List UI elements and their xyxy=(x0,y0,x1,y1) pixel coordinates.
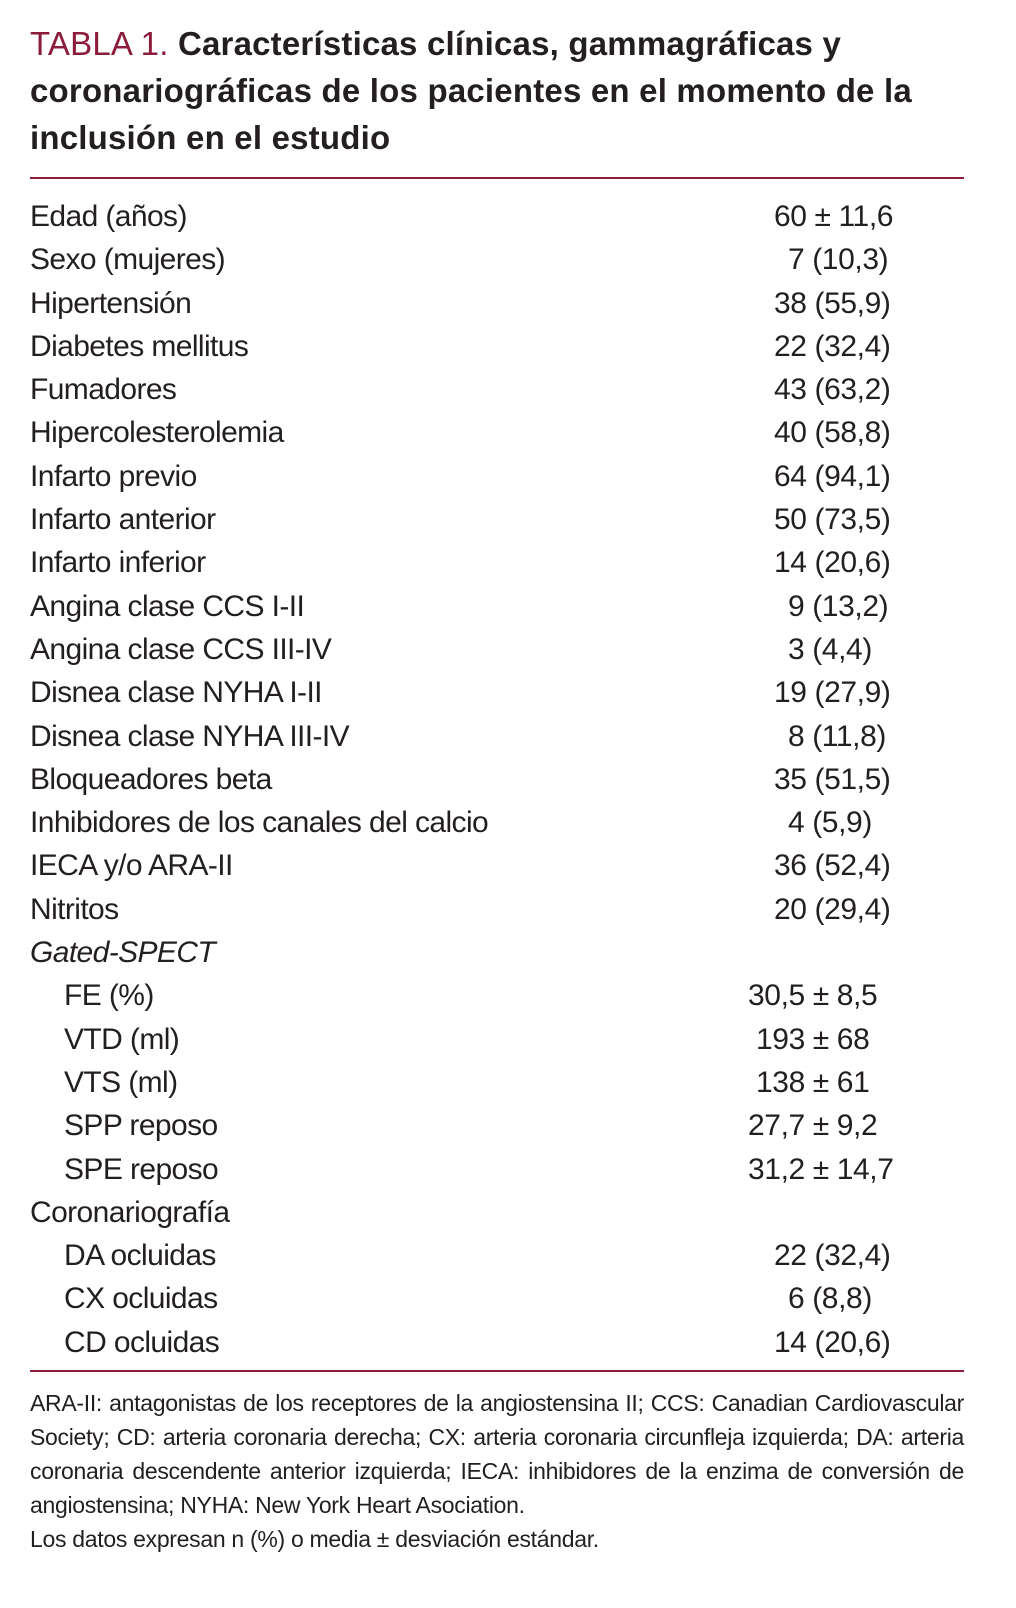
row-label: Bloqueadores beta xyxy=(30,762,272,796)
row-value: 50 (73,5) xyxy=(774,503,891,537)
table-row xyxy=(30,844,986,887)
table-row xyxy=(30,1234,986,1277)
table-row xyxy=(30,1148,986,1191)
row-label: Infarto inferior xyxy=(30,546,206,580)
abbreviations-footnote: ARA-II: antagonistas de los receptores de la angiostensina II; CCS: Canadian Cardiovascular Society; CD: arteria coronaria derecha; CX: arteria coronaria circunfleja izquierda; DA: arteria coronaria descendente anterior izquierda; IECA: inhibidores de la enzima de conversión de angiostensina; NYHA: New York Heart Asociation. xyxy=(30,1390,964,1519)
row-value: 35 (51,5) xyxy=(774,762,891,796)
table-title xyxy=(30,20,986,161)
row-label: Disnea clase NYHA III-IV xyxy=(30,719,350,753)
row-value: 4 (5,9) xyxy=(788,806,872,840)
table-row xyxy=(30,628,986,671)
row-label: IECA y/o ARA-II xyxy=(30,849,233,883)
table-row xyxy=(30,974,986,1017)
table-number-label: TABLA 1. xyxy=(30,25,169,62)
row-label: DA ocluidas xyxy=(64,1239,216,1273)
table-row xyxy=(30,282,986,325)
row-value: 22 (32,4) xyxy=(774,329,891,363)
row-value: 14 (20,6) xyxy=(774,1325,891,1359)
row-value: 30,5 ± 8,5 xyxy=(748,979,878,1013)
row-value: 60 ± 11,6 xyxy=(774,200,894,233)
table-row xyxy=(30,671,986,714)
table-row xyxy=(30,888,986,931)
row-label: VTD (ml) xyxy=(64,1022,180,1056)
table-heading: Características clínicas, gammagráficas y coronariográficas de los pacientes en el momento de la inclusión en el estudio xyxy=(30,25,912,156)
row-value: 9 (13,2) xyxy=(788,589,889,623)
table-row xyxy=(30,238,986,281)
row-value: 40 (58,8) xyxy=(774,416,891,450)
section-label: Gated-SPECT xyxy=(30,936,216,970)
row-label: CD ocluidas xyxy=(64,1325,220,1359)
row-label: CX ocluidas xyxy=(64,1282,218,1316)
row-value: 27,7 ± 9,2 xyxy=(748,1109,878,1143)
table-body xyxy=(30,195,986,1364)
row-value: 36 (52,4) xyxy=(774,849,891,883)
table-footnotes xyxy=(30,1386,964,1556)
table-row xyxy=(30,195,986,238)
row-value: 19 (27,9) xyxy=(774,676,891,710)
table-row xyxy=(30,455,986,498)
row-label: Fumadores xyxy=(30,373,177,407)
row-label: Infarto previo xyxy=(30,459,197,493)
section-header-coronariografia xyxy=(30,1191,986,1234)
row-value: 8 (11,8) xyxy=(788,719,886,753)
row-label: SPE reposo xyxy=(64,1152,219,1186)
row-value: 31,2 ± 14,7 xyxy=(748,1152,894,1186)
table-row xyxy=(30,585,986,628)
section-label: Coronariografía xyxy=(30,1195,230,1229)
data-expression-note: Los datos expresan n (%) o media ± desviación estándar. xyxy=(30,1526,599,1553)
row-value: 38 (55,9) xyxy=(774,286,891,320)
table-row xyxy=(30,801,986,844)
row-label: Inhibidores de los canales del calcio xyxy=(30,806,489,840)
row-label: Disnea clase NYHA I-II xyxy=(30,676,322,710)
table-row xyxy=(30,1277,986,1320)
table-row xyxy=(30,1018,986,1061)
row-value: 14 (20,6) xyxy=(774,546,891,580)
table-row xyxy=(30,1104,986,1147)
table-row xyxy=(30,498,986,541)
row-label: Hipercolesterolemia xyxy=(30,416,284,450)
row-value: 22 (32,4) xyxy=(774,1239,891,1273)
bottom-divider xyxy=(30,1370,964,1372)
row-label: Edad (años) xyxy=(30,200,187,233)
row-label: Angina clase CCS III-IV xyxy=(30,632,332,666)
table-row xyxy=(30,411,986,454)
row-label: SPP reposo xyxy=(64,1109,218,1143)
row-value: 7 (10,3) xyxy=(788,243,889,277)
row-value: 193 ± 68 xyxy=(756,1022,870,1056)
row-label: Diabetes mellitus xyxy=(30,329,249,363)
row-value: 138 ± 61 xyxy=(756,1065,870,1099)
row-value: 20 (29,4) xyxy=(774,892,891,926)
table-row xyxy=(30,715,986,758)
row-value: 3 (4,4) xyxy=(788,632,872,666)
table-row xyxy=(30,325,986,368)
table-row xyxy=(30,541,986,584)
row-label: VTS (ml) xyxy=(64,1065,178,1099)
row-label: Hipertensión xyxy=(30,286,192,320)
row-value: 6 (8,8) xyxy=(788,1282,872,1316)
row-label: Sexo (mujeres) xyxy=(30,243,225,277)
table-row xyxy=(30,1321,986,1364)
row-label: Nitritos xyxy=(30,892,119,926)
top-divider xyxy=(30,177,964,179)
table-row xyxy=(30,758,986,801)
row-label: Angina clase CCS I-II xyxy=(30,589,305,623)
row-value: 43 (63,2) xyxy=(774,373,891,407)
section-header-gated-spect xyxy=(30,931,986,974)
row-value: 64 (94,1) xyxy=(774,459,891,493)
row-label: FE (%) xyxy=(64,979,154,1013)
table-row xyxy=(30,368,986,411)
row-label: Infarto anterior xyxy=(30,503,216,537)
table-container xyxy=(30,20,986,1556)
table-row xyxy=(30,1061,986,1104)
